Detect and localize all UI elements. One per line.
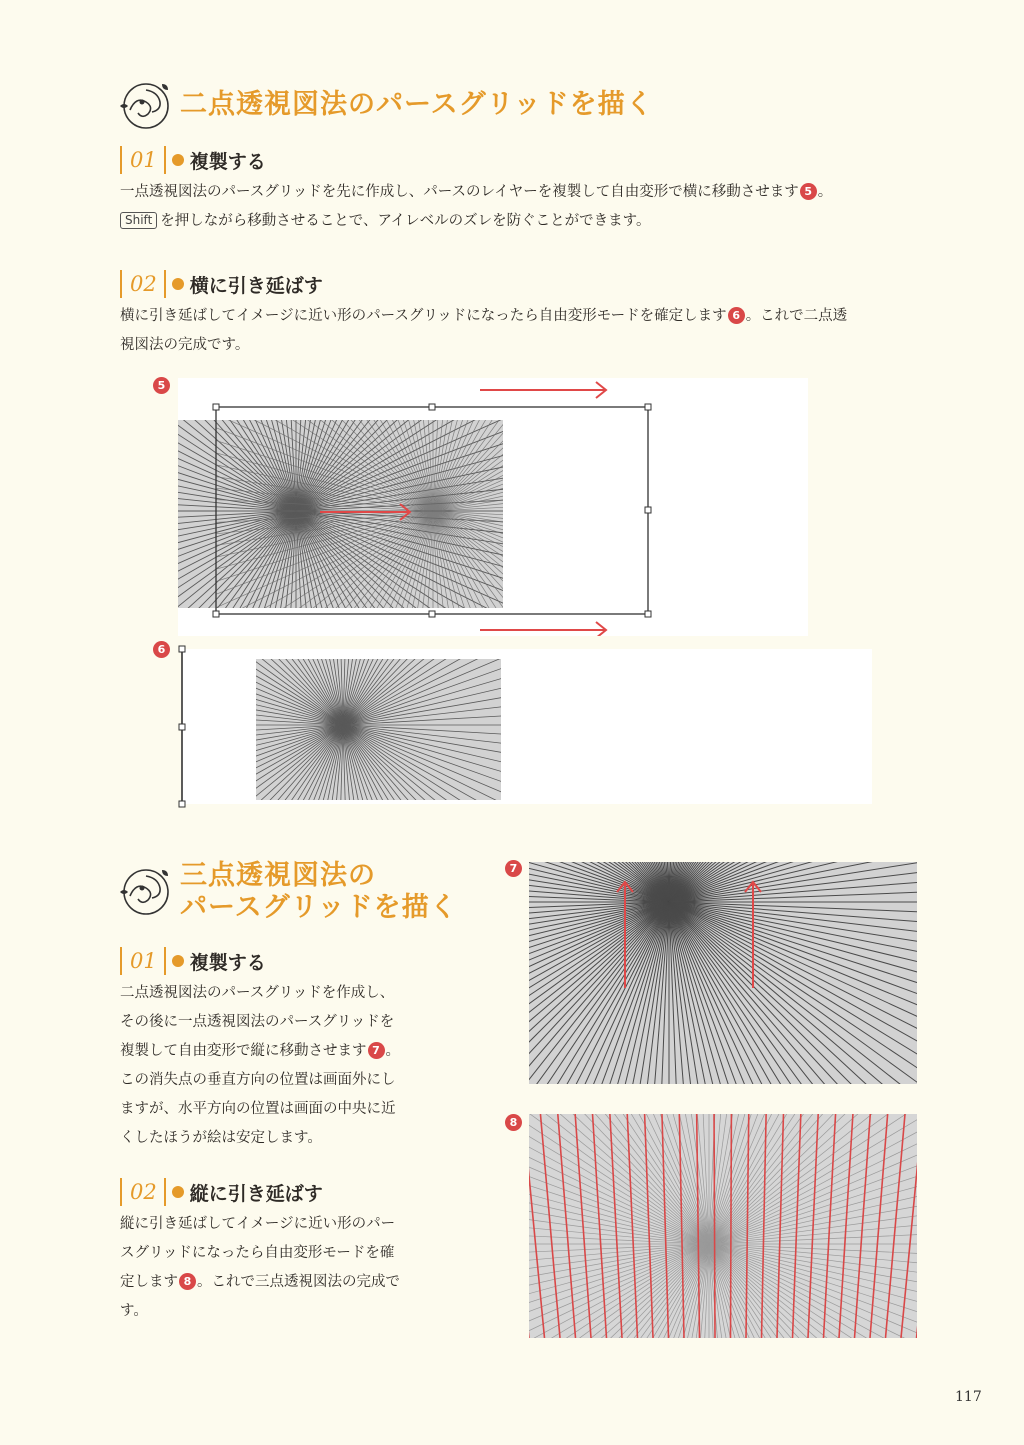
page-number: 117 [955,1389,982,1405]
bullet-icon [172,278,184,290]
step-number: 01 [130,949,157,973]
figure-badge: 5 [800,183,817,200]
step-number: 02 [130,272,157,296]
figure-8-perspective-grid [529,1114,917,1338]
step-body: 一点透視図法のパースグリッドを先に作成し、パースのレイヤーを複製して自由変形で横に移動させます 5 。 Shift を押しながら移動させることで、アイレベルのズレを防ぐことができます。 [120,184,833,229]
step-label: 複製する [189,951,266,974]
step-header [120,946,266,976]
step-header [120,269,323,299]
figure-badge: 8 [505,1114,522,1131]
figure-badge: 8 [179,1273,196,1290]
figure-badge: 5 [153,377,170,394]
ornament-emblem-icon [116,862,178,918]
ornament-emblem-icon [116,76,178,132]
step-body: 縦に引き延ばしてイメージに近い形のパー スグリッドになったら自由変形モードを確 定します 8 。これで三点透視図法の完成で す。 [120,1216,400,1319]
step-body: 横に引き延ばしてイメージに近い形のパースグリッドになったら自由変形モードを確定します 6 。これで二点透 視図法の完成です。 [120,308,848,353]
section-title: 三点透視図法の パースグリッドを描く [180,860,458,923]
step-label: 複製する [189,150,266,173]
figure-badge: 7 [368,1042,385,1059]
step-number: 02 [130,1180,157,1204]
step-label: 横に引き延ばす [189,274,323,297]
bullet-icon [172,1186,184,1198]
shift-key-icon: Shift [120,212,157,229]
figure-6-perspective-grid [178,645,872,809]
bullet-icon [172,955,184,967]
bullet-icon [172,154,184,166]
figure-badge: 7 [505,860,522,877]
section-title: 二点透視図法のパースグリッドを描く [180,89,654,120]
step-label: 縦に引き延ばす [189,1182,323,1205]
step-header [120,1177,323,1207]
step-number: 01 [130,148,157,172]
figure-7-perspective-grid [529,862,917,1084]
figure-5-perspective-grid [178,378,808,636]
step-header [120,145,266,175]
figure-badge: 6 [728,307,745,324]
figure-badge: 6 [153,641,170,658]
step-body: 二点透視図法のパースグリッドを作成し、 その後に一点透視図法のパースグリッドを 複製して自由変形で縦に移動させます 7 。 この消失点の垂直方向の位置は画面外にし ますが、水平方向の位置は画面の中央に近 くしたほうが絵は安定します。 [120,985,400,1146]
